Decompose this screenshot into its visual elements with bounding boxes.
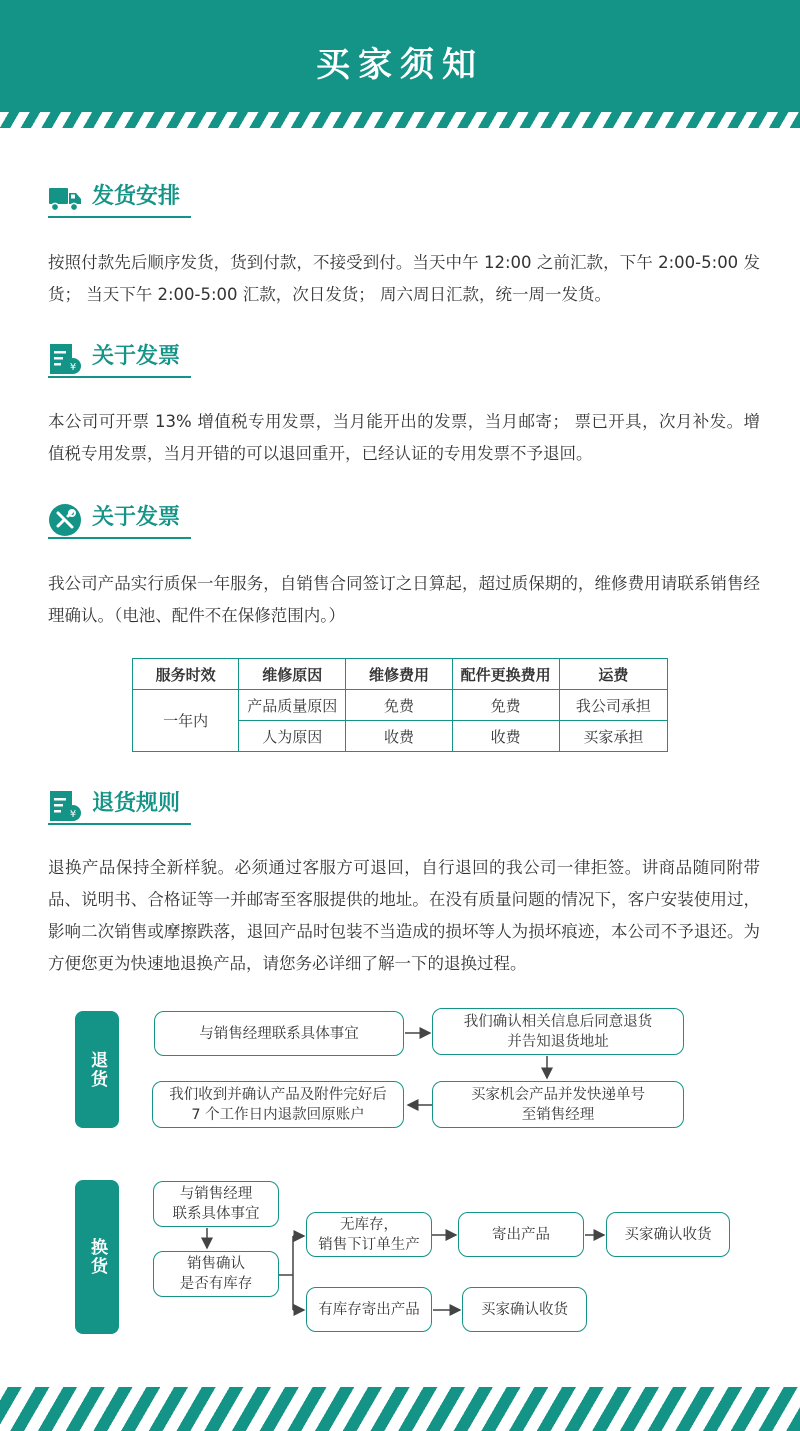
table-cell: 人为原因 — [239, 721, 346, 752]
table-cell: 产品质量原因 — [239, 690, 346, 721]
section-title: 关于发票 — [92, 344, 181, 369]
svg-text:¥: ¥ — [69, 809, 77, 820]
exchange-step-in-stock: 有库存寄出产品 — [306, 1287, 432, 1332]
footer-stripes — [0, 1387, 800, 1431]
return-step-buyer-ships: 买家机会产品并发快递单号 至销售经理 — [432, 1081, 684, 1128]
return-step-confirm-info: 我们确认相关信息后同意退货 并告知退货地址 — [432, 1008, 684, 1055]
section-title: 发货安排 — [92, 184, 181, 209]
table-header-cell: 维修原因 — [239, 659, 346, 690]
exchange-flow-label: 换货 — [75, 1180, 119, 1334]
table-cell: 买家承担 — [559, 721, 667, 752]
exchange-step-confirm-receipt: 买家确认收货 — [606, 1212, 730, 1257]
table-header-cell: 运费 — [559, 659, 667, 690]
exchange-step-check-stock: 销售确认 是否有库存 — [153, 1251, 279, 1297]
table-cell: 免费 — [346, 690, 452, 721]
exchange-step-confirm-receipt: 买家确认收货 — [462, 1287, 587, 1332]
invoice-text: 本公司可开票 13% 增值税专用发票，当月能开出的发票，当月邮寄； 票已开具，次月补发。增值税专用发票，当月开错的可以退回重开，已经认证的专用发票不予退回。 — [48, 412, 760, 463]
table-header-cell: 服务时效 — [133, 659, 239, 690]
return-flow-label: 退货 — [75, 1011, 119, 1128]
return-step-refund: 我们收到并确认产品及附件完好后 7 个工作日内退款回原账户 — [152, 1081, 404, 1128]
exchange-step-contact-manager: 与销售经理 联系具体事宜 — [153, 1181, 279, 1227]
table-cell: 我公司承担 — [559, 690, 667, 721]
returns-text: 退换产品保持全新样貌。必须通过客服方可退回，自行退回的我公司一律拒签。讲商品随同附带品、说明书、合格证等一并邮寄至客服提供的地址。在没有质量问题的情况下，客户安装使用过，影响二次销售或摩擦跌落，退回产品时包装不当造成的损坏等人为损坏痕迹，本公司不予退还。为方便您更为快速地退换产品，请您务必详细了解一下的退换过程。 — [48, 858, 760, 973]
exchange-step-no-stock: 无库存， 销售下订单生产 — [306, 1212, 432, 1257]
svg-text:¥: ¥ — [69, 362, 77, 373]
return-step-contact-manager: 与销售经理联系具体事宜 — [154, 1011, 404, 1056]
table-header-cell: 维修费用 — [346, 659, 452, 690]
shipping-text: 按照付款先后顺序发货，货到付款，不接受到付。当天中午 12:00 之前汇款，下午 2:00-5:00 发货； 当天下午 2:00-5:00 汇款，次日发货； 周六周日汇款，统一周一发货。 — [48, 253, 760, 304]
table-cell-period: 一年内 — [133, 690, 239, 752]
exchange-step-ship-product: 寄出产品 — [458, 1212, 584, 1257]
table-cell: 收费 — [452, 721, 559, 752]
page-title: 买家须知 — [316, 45, 484, 85]
warranty-text: 我公司产品实行质保一年服务，自销售合同签订之日算起，超过质保期的，维修费用请联系销售经理确认。（电池、配件不在保修范围内。） — [48, 574, 760, 625]
section-title: 关于发票 — [92, 505, 181, 530]
table-header-cell: 配件更换费用 — [452, 659, 559, 690]
table-cell: 免费 — [452, 690, 559, 721]
section-title: 退货规则 — [92, 791, 181, 816]
table-cell: 收费 — [346, 721, 452, 752]
